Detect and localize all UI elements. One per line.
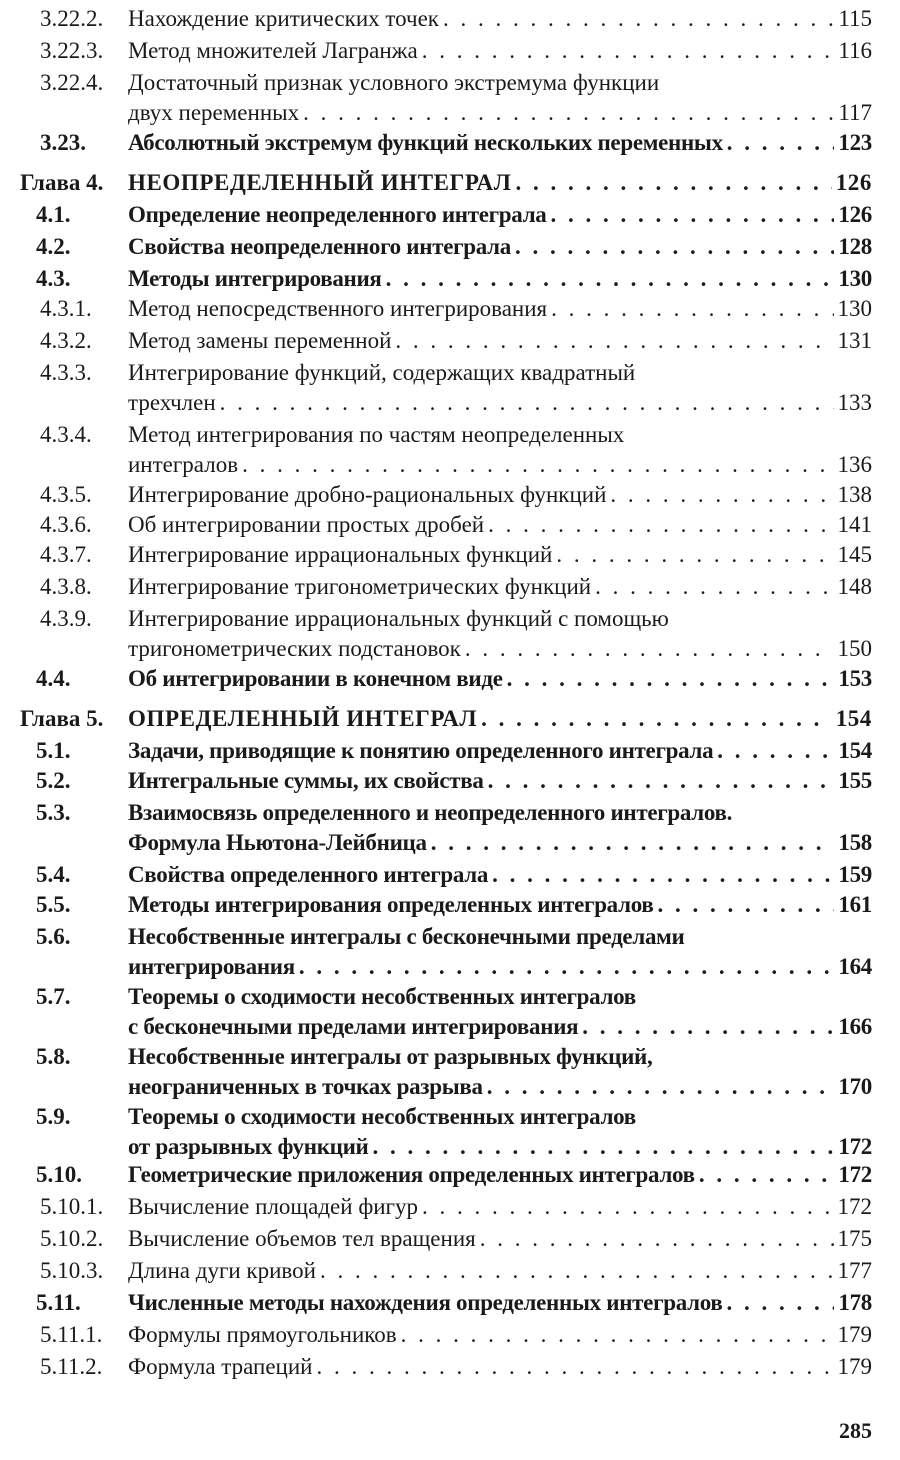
dot-leader xyxy=(488,510,833,540)
toc-entry-page: 133 xyxy=(837,390,872,415)
toc-entry-title: тригонометрических подстановок xyxy=(128,636,461,661)
toc-entry-page: 115 xyxy=(838,6,872,31)
dot-leader xyxy=(551,200,835,230)
toc-entry-title: Методы интегрирования xyxy=(128,266,382,291)
toc-entry-page: 172 xyxy=(837,1194,872,1219)
toc-entry-page: 131 xyxy=(837,328,872,353)
toc-entry-page: 117 xyxy=(838,100,872,125)
toc-entry-page: 179 xyxy=(837,1322,872,1347)
toc-entry-number: 5.6. xyxy=(36,924,71,949)
toc-entry-number: Глава 4. xyxy=(20,170,104,195)
dot-leader xyxy=(242,450,833,480)
toc-entry-title-line: Интегрирование функций, содержащих квадратный xyxy=(128,360,636,385)
toc-entry-title: Метод непосредственного интегрирования xyxy=(128,296,548,321)
toc-entry-title: Методы интегрирования определенных интегралов xyxy=(128,892,654,917)
toc-entry-page: 141 xyxy=(837,512,872,537)
dot-leader xyxy=(726,1288,834,1318)
dot-leader xyxy=(657,890,834,920)
toc-entry-title: Абсолютный экстремум функций нескольких переменных xyxy=(128,130,723,155)
toc-entry-title: Свойства неопределенного интеграла xyxy=(128,234,511,259)
toc-entry-title: Задачи, приводящие к понятию определенного интеграла xyxy=(128,738,714,763)
toc-entry-title: Свойства определенного интеграла xyxy=(128,862,489,887)
toc-entry-number: 4.1. xyxy=(36,202,71,227)
dot-leader xyxy=(220,388,834,418)
toc-entry-title: Длина дуги кривой xyxy=(128,1258,316,1283)
toc-entry-number: 5.2. xyxy=(36,768,71,793)
toc-entry-title: Вычисление площадей фигур xyxy=(128,1194,418,1219)
toc-entry-page: 153 xyxy=(838,666,872,691)
toc-entry-title: НЕОПРЕДЕЛЕННЫЙ ИНТЕГРАЛ xyxy=(128,170,512,195)
toc-entry-title: с бесконечными пределами интегрирования xyxy=(128,1014,579,1039)
toc-entry-number: 4.2. xyxy=(36,234,71,259)
dot-leader xyxy=(401,1320,834,1350)
toc-entry-title-line: Несобственные интегралы с бесконечными пределами xyxy=(128,924,685,949)
dot-leader xyxy=(595,572,833,602)
toc-entry-title: интегрирования xyxy=(128,954,295,979)
toc-entry-number: 4.3.2. xyxy=(40,328,92,353)
dot-leader xyxy=(699,1160,835,1190)
toc-entry-page: 178 xyxy=(838,1290,872,1315)
toc-entry-title: Интегральные суммы, их свойства xyxy=(128,768,484,793)
dot-leader xyxy=(422,36,835,66)
toc-entry-number: 4.3. xyxy=(36,266,71,291)
toc-entry-page: 172 xyxy=(838,1162,872,1187)
toc-entry-page: 155 xyxy=(838,768,872,793)
toc-entry-page: 177 xyxy=(837,1258,872,1283)
dot-leader xyxy=(395,326,833,356)
dot-leader xyxy=(386,264,835,294)
toc-entry-page: 145 xyxy=(837,542,872,567)
toc-entry-number: 5.10.2. xyxy=(40,1226,104,1251)
toc-entry-title: от разрывных функций xyxy=(128,1134,369,1159)
toc-entry-number: 4.3.6. xyxy=(40,512,92,537)
dot-leader xyxy=(492,860,834,890)
dot-leader xyxy=(488,766,835,796)
toc-entry-title-line: Достаточный признак условного экстремума функции xyxy=(128,70,660,95)
toc-entry-page: 130 xyxy=(837,296,872,321)
toc-entry-title: Интегрирование тригонометрических функций xyxy=(128,574,592,599)
toc-entry-page: 136 xyxy=(837,452,872,477)
toc-entry-page: 164 xyxy=(838,954,872,979)
toc-entry-title: Об интегрировании простых дробей xyxy=(128,512,485,537)
toc-entry-page: 126 xyxy=(835,170,872,195)
toc-entry-title-line: Теоремы о сходимости несобственных интегралов xyxy=(128,984,636,1009)
toc-entry-number: 5.10.1. xyxy=(40,1194,104,1219)
toc-entry-page: 128 xyxy=(838,234,872,259)
toc-entry-title: Формула Ньютона-Лейбница xyxy=(128,830,427,855)
toc-entry-page: 170 xyxy=(838,1074,872,1099)
toc-entry-number: 4.3.5. xyxy=(40,482,92,507)
page-number: 285 xyxy=(839,1418,872,1443)
toc-entry-title: Определение неопределенного интеграла xyxy=(128,202,547,227)
dot-leader xyxy=(582,1012,834,1042)
dot-leader xyxy=(551,294,833,324)
dot-leader xyxy=(481,704,832,734)
toc-entry-number: 5.7. xyxy=(36,984,71,1009)
toc-entry-page: 150 xyxy=(837,636,872,661)
dot-leader xyxy=(516,168,832,198)
toc-entry-page: 154 xyxy=(838,738,872,763)
toc-entry-title-line: Интегрирование иррациональных функций с помощью xyxy=(128,606,669,631)
dot-leader xyxy=(465,634,834,664)
toc-entry-title: двух переменных xyxy=(128,100,300,125)
toc-entry-number: 4.3.8. xyxy=(40,574,92,599)
toc-entry-number: 5.8. xyxy=(36,1044,71,1069)
toc-entry-number: 5.1. xyxy=(36,738,71,763)
toc-entry-number: 4.3.1. xyxy=(40,296,92,321)
toc-entry-title: Численные методы нахождения определенных интегралов xyxy=(128,1290,723,1315)
toc-entry-page: 116 xyxy=(838,38,872,63)
toc-entry-title: Формула трапеций xyxy=(128,1354,313,1379)
toc-entry-title-line: Теоремы о сходимости несобственных интегралов xyxy=(128,1104,636,1129)
toc-entry-number: 3.22.3. xyxy=(40,38,104,63)
toc-entry-page: 175 xyxy=(837,1226,872,1251)
toc-entry-title: Метод замены переменной xyxy=(128,328,392,353)
toc-entry-page: 130 xyxy=(838,266,872,291)
toc-entry-number: 5.10.3. xyxy=(40,1258,104,1283)
toc-entry-title: Геометрические приложения определенных интегралов xyxy=(128,1162,695,1187)
toc-entry-page: 148 xyxy=(837,574,872,599)
dot-leader xyxy=(320,1256,834,1286)
toc-entry-title: Вычисление объемов тел вращения xyxy=(128,1226,476,1251)
toc-entry-number: 3.22.4. xyxy=(40,70,104,95)
dot-leader xyxy=(717,736,834,766)
dot-leader xyxy=(373,1132,835,1162)
toc-entry-page: 179 xyxy=(837,1354,872,1379)
toc-entry-title: Интегрирование дробно-рациональных функций xyxy=(128,482,607,507)
toc-entry-title: ОПРЕДЕЛЕННЫЙ ИНТЕГРАЛ xyxy=(128,706,478,731)
toc-entry-title: Метод множителей Лагранжа xyxy=(128,38,418,63)
dot-leader xyxy=(443,4,834,34)
dot-leader xyxy=(431,828,835,858)
toc-entry-number: 5.11. xyxy=(36,1290,81,1315)
toc-entry-title: трехчлен xyxy=(128,390,216,415)
toc-entry-number: 5.11.2. xyxy=(40,1354,103,1379)
toc-entry-title: Нахождение критических точек xyxy=(128,6,439,31)
toc-entry-number: 5.9. xyxy=(36,1104,71,1129)
toc-entry-title: Об интегрировании в конечном виде xyxy=(128,666,503,691)
toc-entry-number: 5.4. xyxy=(36,862,71,887)
toc-entry-number: 4.3.4. xyxy=(40,422,92,447)
toc-entry-page: 161 xyxy=(838,892,872,917)
dot-leader xyxy=(556,540,833,570)
dot-leader xyxy=(299,952,835,982)
toc-entry-number: 4.4. xyxy=(36,666,71,691)
dot-leader xyxy=(610,480,833,510)
toc-entry-page: 123 xyxy=(838,130,872,155)
toc-entry-number: 3.23. xyxy=(40,130,86,155)
toc-entry-number: 5.5. xyxy=(36,892,71,917)
dot-leader xyxy=(507,664,835,694)
toc-entry-title: Формулы прямоугольников xyxy=(128,1322,397,1347)
dot-leader xyxy=(316,1352,833,1382)
toc-entry-number: 4.3.7. xyxy=(40,542,92,567)
toc-entry-page: 172 xyxy=(838,1134,872,1159)
toc-entry-title-line: Несобственные интегралы от разрывных функций, xyxy=(128,1044,653,1069)
toc-entry-number: Глава 5. xyxy=(20,706,104,731)
toc-entry-page: 154 xyxy=(835,706,872,731)
toc-entry-number: 4.3.9. xyxy=(40,606,92,631)
toc-entry-page: 166 xyxy=(838,1014,872,1039)
toc-entry-page: 158 xyxy=(838,830,872,855)
toc-entry-title-line: Метод интегрирования по частям неопределенных xyxy=(128,422,625,447)
toc-entry-title: Интегрирование иррациональных функций xyxy=(128,542,553,567)
toc-entry-title-line: Взаимосвязь определенного и неопределенного интегралов. xyxy=(128,800,733,825)
toc-entry-page: 138 xyxy=(837,482,872,507)
dot-leader xyxy=(727,128,835,158)
toc-entry-number: 5.11.1. xyxy=(40,1322,103,1347)
toc-entry-page: 159 xyxy=(838,862,872,887)
toc-entry-page: 126 xyxy=(838,202,872,227)
toc-entry-number: 5.10. xyxy=(36,1162,82,1187)
dot-leader xyxy=(303,98,834,128)
dot-leader xyxy=(480,1224,834,1254)
toc-entry-number: 5.3. xyxy=(36,800,71,825)
dot-leader xyxy=(515,232,834,262)
dot-leader xyxy=(422,1192,834,1222)
toc-entry-title: неограниченных в точках разрыва xyxy=(128,1074,483,1099)
toc-entry-title: интегралов xyxy=(128,452,239,477)
toc-entry-number: 4.3.3. xyxy=(40,360,92,385)
toc-entry-number: 3.22.2. xyxy=(40,6,104,31)
dot-leader xyxy=(487,1072,835,1102)
